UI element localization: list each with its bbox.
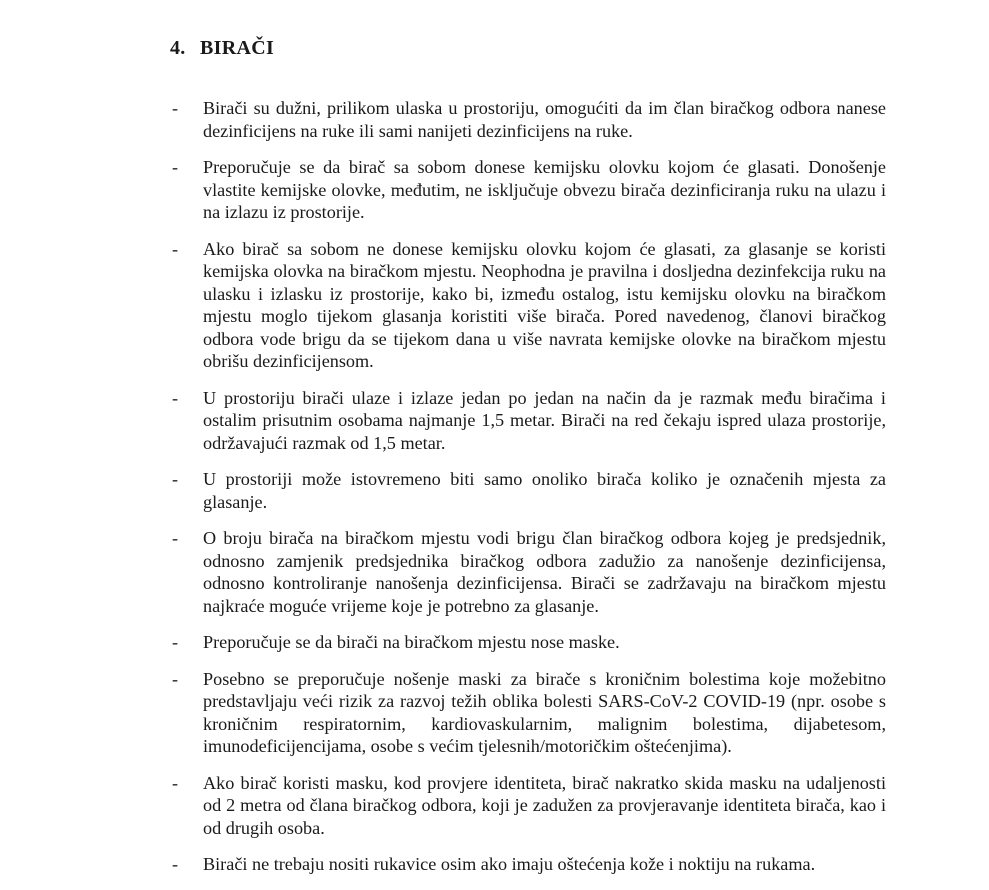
list-item-text: O broju birača na biračkom mjestu vodi brigu član biračkog odbora kojeg je predsjednik, odnosno zamjenik predsjednika biračkog odbora zadužio za nanošenje dezinficijensa, odnosno kontroliranje nanošenja dezinficijensa. Birači se zadržavaju na biračkom mjestu najkraće moguće vrijeme koje je potrebno za glasanje. xyxy=(203,528,886,616)
list-item-text: Posebno se preporučuje nošenje maski za birače s kroničnim bolestima koje možebitno predstavljaju veći rizik za razvoj težih oblika bolesti SARS-CoV-2 COVID-19 (npr. osobe s kroničnim respiratornim, kardiovaskularnim, malignim bolestima, dijabetesom, imunodeficijencijama, osobe s većim tjelesnih/motoričkim oštećenjima). xyxy=(203,668,886,756)
list-item-text: U prostoriji može istovremeno biti samo onoliko birača koliko je označenih mjesta za glasanje. xyxy=(203,469,886,512)
list-item-text: Preporučuje se da birači na biračkom mjestu nose maske. xyxy=(203,632,620,652)
section-number: 4. xyxy=(170,37,186,59)
bullet-dash: - xyxy=(172,157,179,177)
list-item xyxy=(170,668,886,758)
list-item xyxy=(170,631,886,654)
bullet-dash: - xyxy=(172,469,179,489)
list-item-text: Preporučuje se da birač sa sobom donese kemijsku olovku kojom će glasati. Donošenje vlastite kemijske olovke, međutim, ne isključuje obvezu birača dezinficiranja ruku na ulazu i na izlazu iz prostorije. xyxy=(203,157,886,222)
bullet-dash: - xyxy=(172,98,179,118)
bullet-dash: - xyxy=(172,387,179,408)
list-item-text: Ako birač koristi masku, kod provjere identiteta, birač nakratko skida masku na udaljenosti od 2 metra od člana biračkog odbora, koji je zadužen za provjeravanje identiteta birača, kao i od drugih osoba. xyxy=(203,772,886,838)
list-item xyxy=(170,853,886,876)
rules-list xyxy=(170,97,886,890)
list-item xyxy=(170,97,886,142)
list-item xyxy=(170,156,886,224)
bullet-dash: - xyxy=(172,854,179,874)
bullet-dash: - xyxy=(172,772,179,793)
bullet-dash: - xyxy=(172,632,179,652)
list-item xyxy=(170,468,886,513)
bullet-dash: - xyxy=(172,668,179,689)
list-item-text: Ako birač sa sobom ne donese kemijsku olovku kojom će glasati, za glasanje se koristi kemijska olovka na biračkom mjestu. Neophodna je pravilna i dosljedna dezinfekcija ruku na ulasku i izlasku iz prostorije, kako bi, između ostalog, istu kemijsku olovku na biračkom mjestu moglo tijekom glasanja koristiti više birača. Pored navedenog, članovi biračkog odbora vode brigu da se tijekom dana u više navrata kemijske olovke na biračkom mjestu obrišu dezinficijensom. xyxy=(203,238,886,371)
section-title: BIRAČI xyxy=(200,37,275,59)
list-item-text: Birači ne trebaju nositi rukavice osim ako imaju oštećenja kože i noktiju na rukama. xyxy=(203,854,816,874)
bullet-dash: - xyxy=(172,528,179,548)
list-item xyxy=(170,387,886,455)
list-item xyxy=(170,772,886,840)
list-item-text: Birači su dužni, prilikom ulaska u prostoriju, omogućiti da im član biračkog odbora nanese dezinficijens na ruke ili sami nanijeti dezinficijens na ruke. xyxy=(203,98,886,141)
list-item-text: U prostoriju birači ulaze i izlaze jedan po jedan na način da je razmak među biračima i ostalim prisutnim osobama najmanje 1,5 metar. Birači na red čekaju ispred ulaza prostorije, održavajući razmak od 1,5 metar. xyxy=(203,387,886,453)
list-item xyxy=(170,238,886,373)
list-item xyxy=(170,527,886,617)
section-heading xyxy=(170,37,274,60)
bullet-dash: - xyxy=(172,238,179,259)
